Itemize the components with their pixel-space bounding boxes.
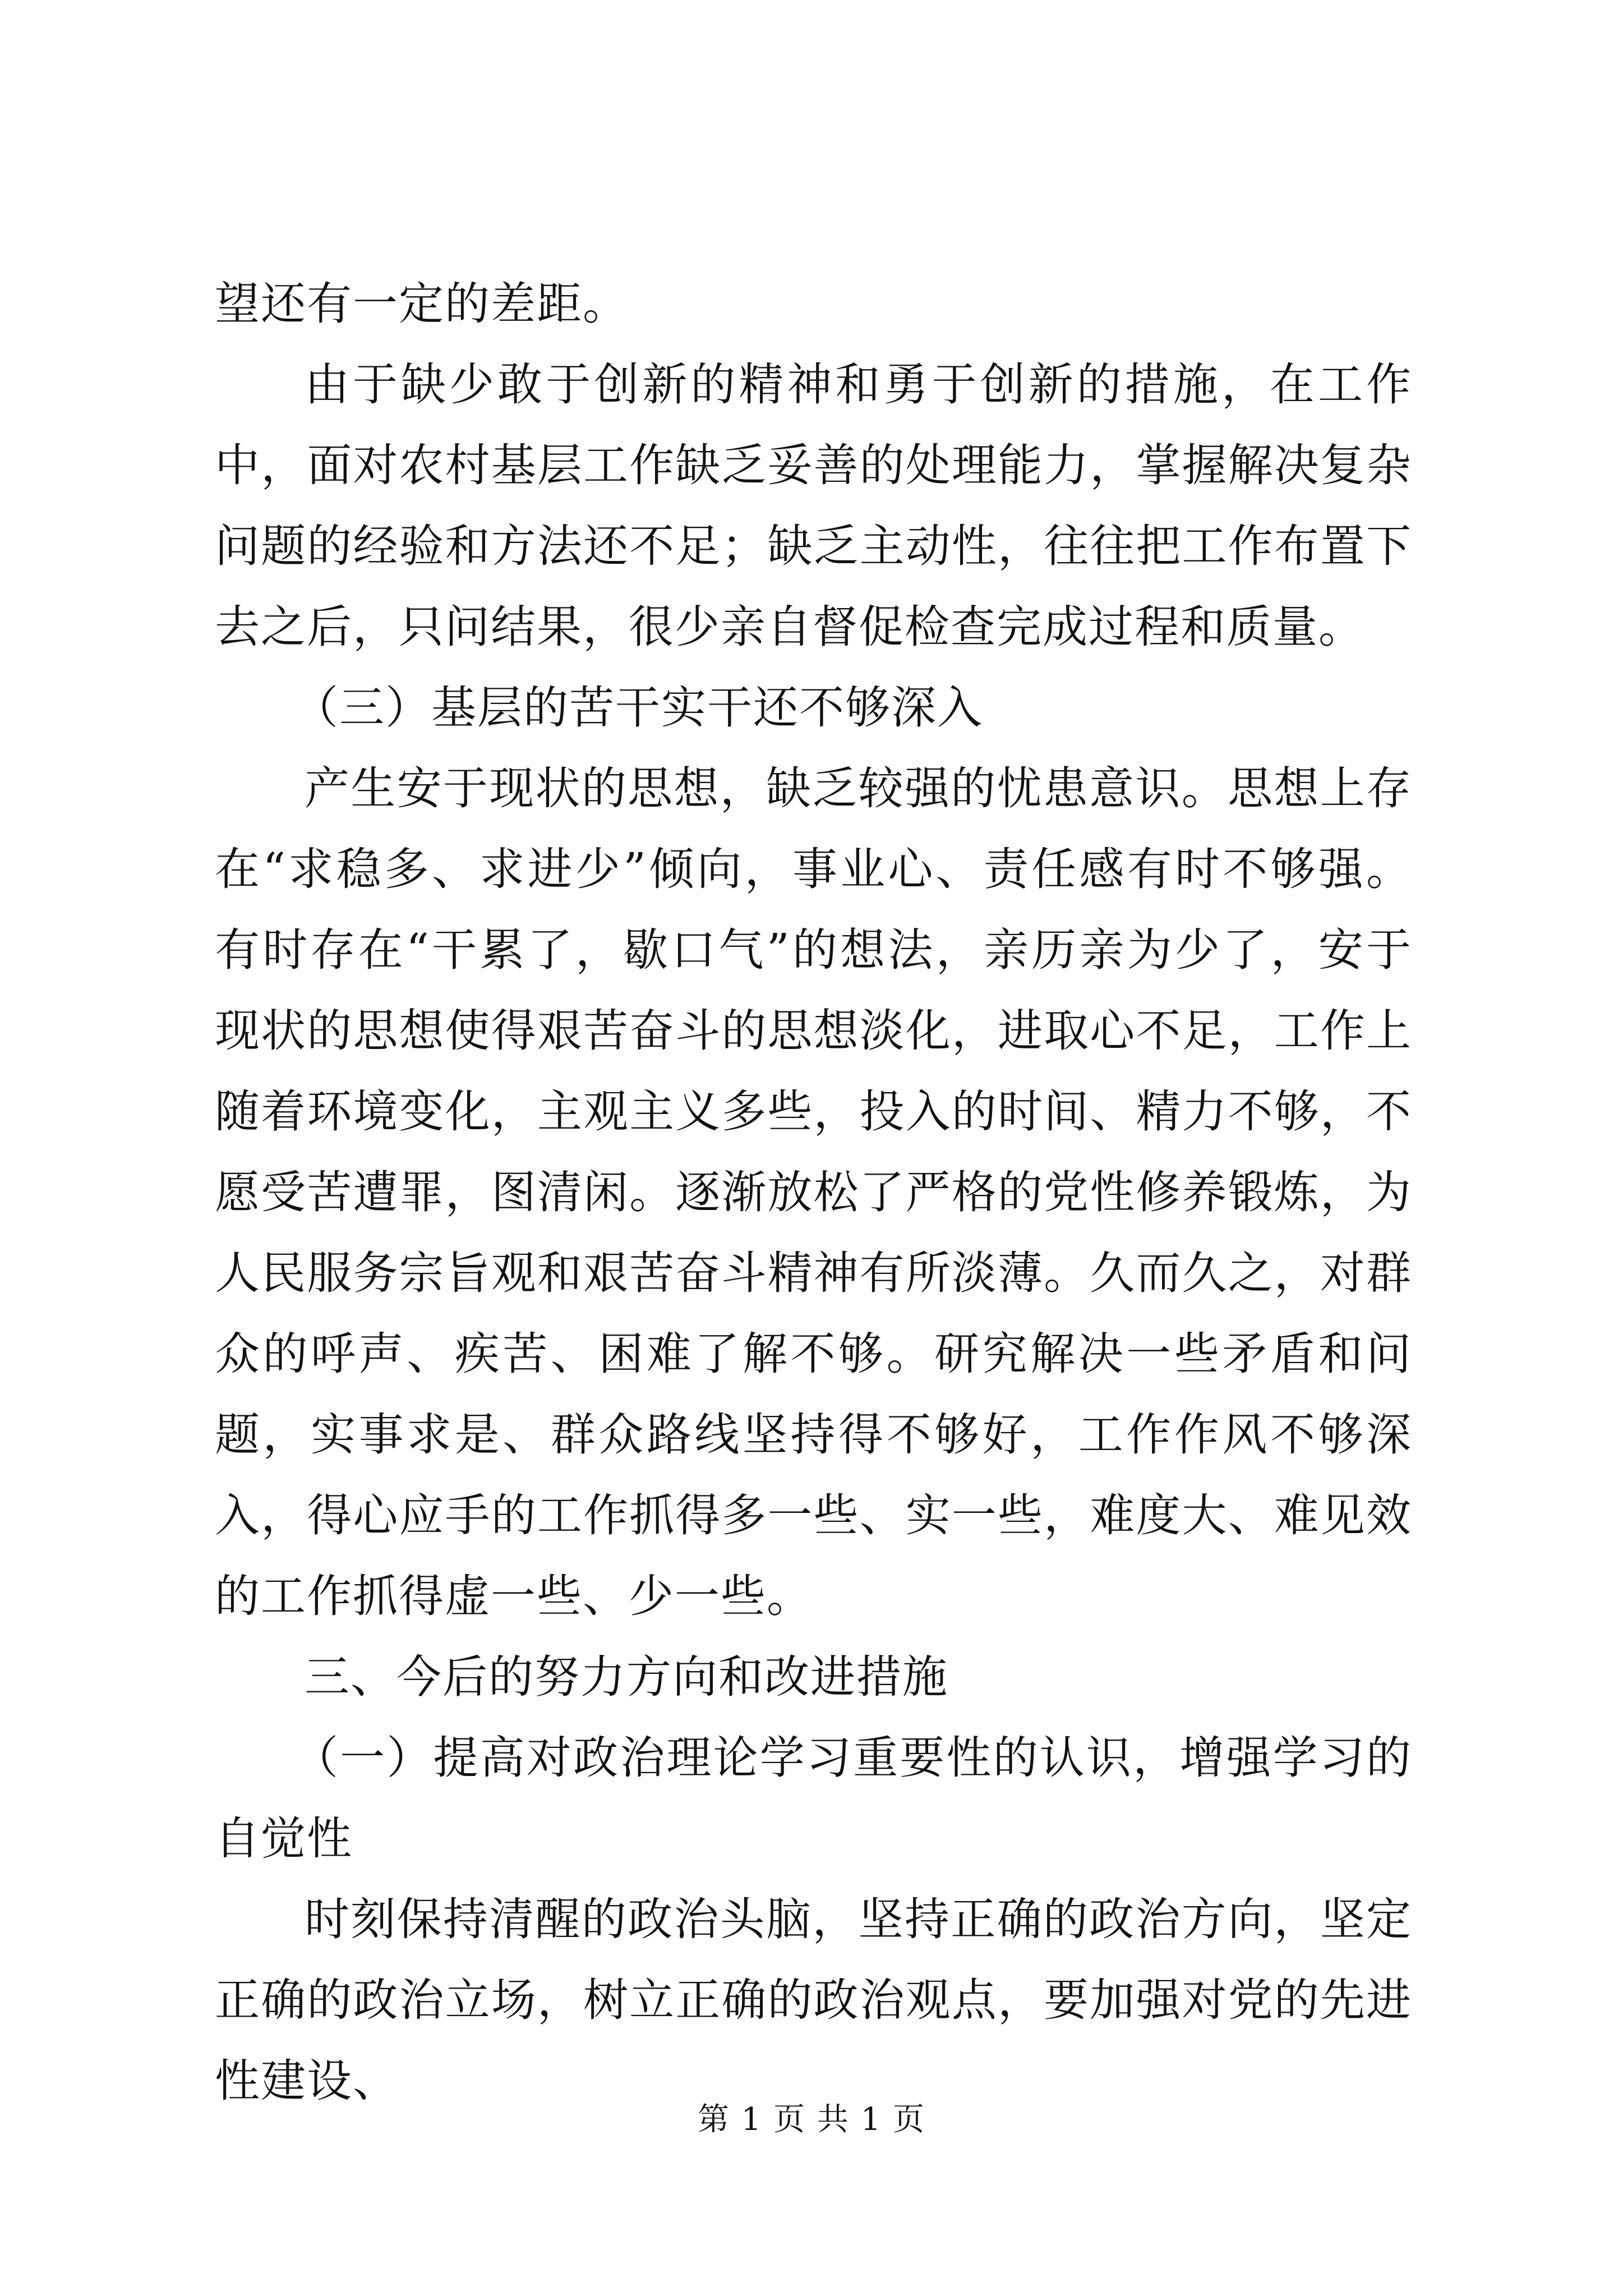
page-footer: 第 1 页 共 1 页 <box>697 2101 926 2138</box>
paragraph-continuation: 望还有一定的差距。 <box>215 278 629 330</box>
section-heading-three: 三、今后的努力方向和改进措施 <box>305 1651 948 1703</box>
subheading-three: （三）基层的苦干实干还不够深入 <box>293 682 983 734</box>
document-body <box>215 264 1412 2122</box>
paragraph-complacency: 产生安于现状的思想，缺乏较强的忧患意识。思想上存在“求稳多、求进少”倾向，事业心、责任感有时不够强。有时存在“干累了，歇口气”的想法，亲历亲为少了，安于现状的思想使得艰苦奋斗的思想淡化，进取心不足，工作上随着环境变化，主观主义多些，投入的时间、精力不够，不愿受苦遭罪，图清闲。逐渐放松了严格的党性修养锻炼，为人民服务宗旨观和艰苦奋斗精神有所淡薄。久而久之，对群众的呼声、疾苦、困难了解不够。研究解决一些矛盾和问题，实事求是、群众路线坚持得不够好，工作作风不够深入，得心应手的工作抓得多一些、实一些，难度大、难见效的工作抓得虚一些、少一些。 <box>215 762 1412 1622</box>
subheading-one: （一）提高对政治理论学习重要性的认识，增强学习的自觉性 <box>215 1732 1412 1865</box>
paragraph-political: 时刻保持清醒的政治头脑，坚持正确的政治方向，坚定正确的政治立场，树立正确的政治观点，要加强对党的先进性建设、 <box>215 1893 1412 2107</box>
paragraph-innovation: 由于缺少敢于创新的精神和勇于创新的措施，在工作中，面对农村基层工作缺乏妥善的处理能力，掌握解决复杂问题的经验和方法还不足；缺乏主动性，往往把工作布置下去之后，只问结果，很少亲自督促检查完成过程和质量。 <box>215 358 1412 653</box>
